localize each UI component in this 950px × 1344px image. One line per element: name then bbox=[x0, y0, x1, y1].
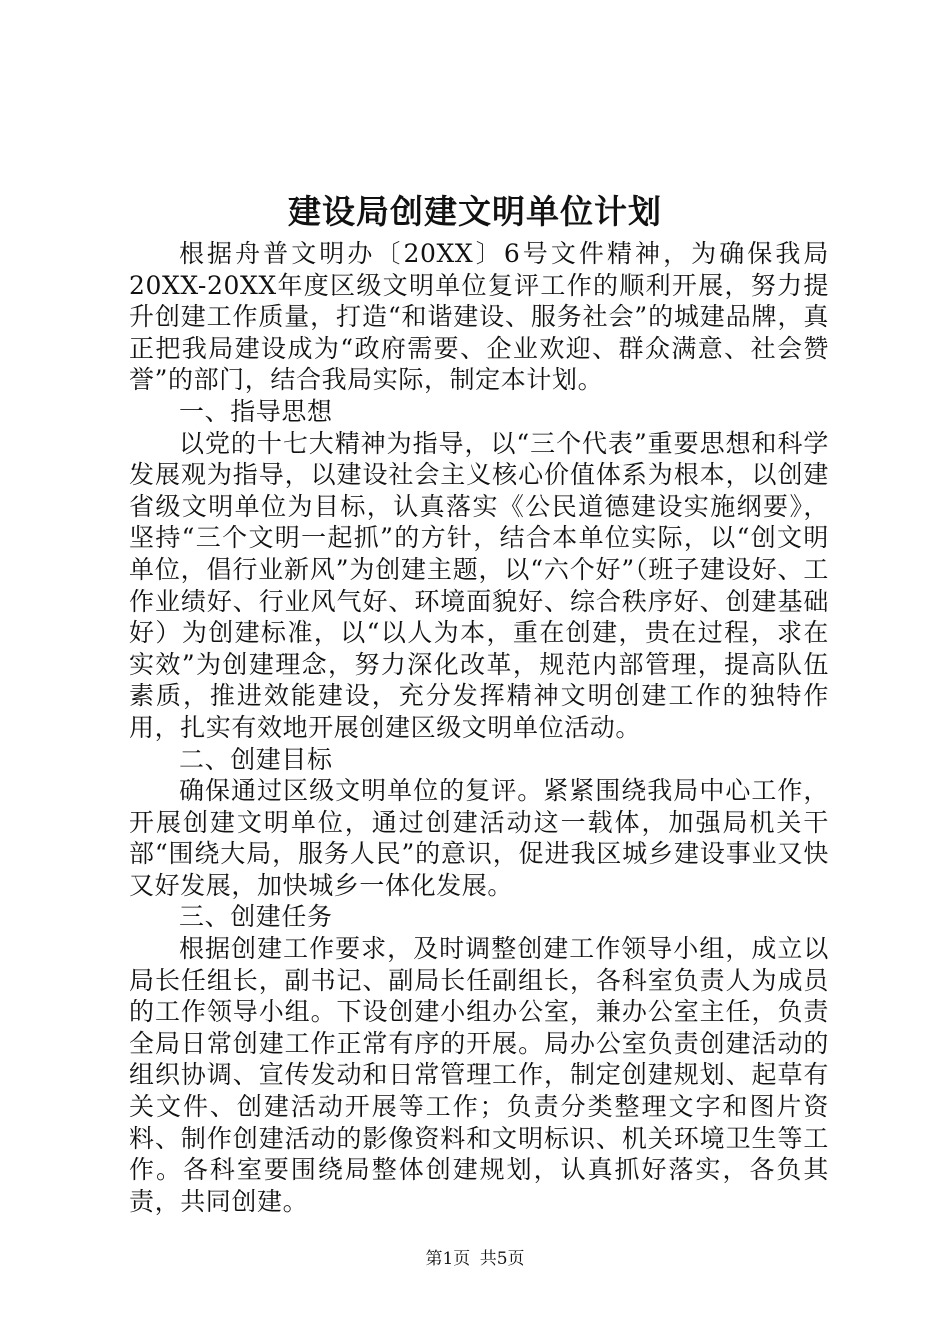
document-title: 建设局创建文明单位计划 bbox=[288, 192, 662, 231]
section-heading-goals: 二、创建目标 bbox=[179, 744, 333, 774]
page-footer bbox=[0, 1244, 950, 1269]
goals-paragraph: 确保通过区级文明单位的复评。紧紧围绕我局中心工作，开展创建文明单位，通过创建活动这一载体，加强局机关干部“围绕大局，服务人民”的意识，促进我区城乡建设事业又快又好发展，加快城乡一体化发展。 bbox=[129, 776, 829, 900]
section-heading-tasks: 三、创建任务 bbox=[179, 902, 333, 932]
page-number: 第1页 bbox=[425, 1249, 471, 1269]
intro-paragraph: 根据舟普文明办〔20XX〕6号文件精神，为确保我局20XX-20XX年度区级文明单位复评工作的顺利开展，努力提升创建工作质量，打造“和谐建设、服务社会”的城建品牌，真正把我局建设成为“政府需要、企业欢迎、群众满意、社会赞誉”的部门，结合我局实际，制定本计划。 bbox=[129, 239, 829, 395]
section-heading-guiding-ideology: 一、指导思想 bbox=[179, 396, 333, 426]
document-body bbox=[129, 238, 829, 1217]
guiding-ideology-paragraph: 以党的十七大精神为指导，以“三个代表”重要思想和科学发展观为指导，以建设社会主义核心价值体系为根本，以创建省级文明单位为目标，认真落实《公民道德建设实施纲要》，坚持“三个文明一起抓”的方针，结合本单位实际，以“创文明单位，倡行业新风”为创建主题，以“六个好”（班子建设好、工作业绩好、行业风气好、环境面貌好、综合秩序好、创建基础好）为创建标准，以“以人为本，重在创建，贵在过程，求在实效”为创建理念，努力深化改革，规范内部管理，提高队伍素质，推进效能建设，充分发挥精神文明创建工作的独特作用，扎实有效地开展创建区级文明单位活动。 bbox=[129, 428, 829, 742]
page-total: 共5页 bbox=[479, 1249, 525, 1269]
tasks-paragraph: 根据创建工作要求，及时调整创建工作领导小组，成立以局长任组长，副书记、副局长任副组长，各科室负责人为成员的工作领导小组。下设创建小组办公室，兼办公室主任，负责全局日常创建工作正常有序的开展。局办公室负责创建活动的组织协调、宣传发动和日常管理工作，制定创建规划、起草有关文件、创建活动开展等工作；负责分类整理文字和图片资料、制作创建活动的影像资料和文明标识、机关环境卫生等工作。各科室要围绕局整体创建规划，认真抓好落实，各负其责，共同创建。 bbox=[129, 934, 829, 1216]
